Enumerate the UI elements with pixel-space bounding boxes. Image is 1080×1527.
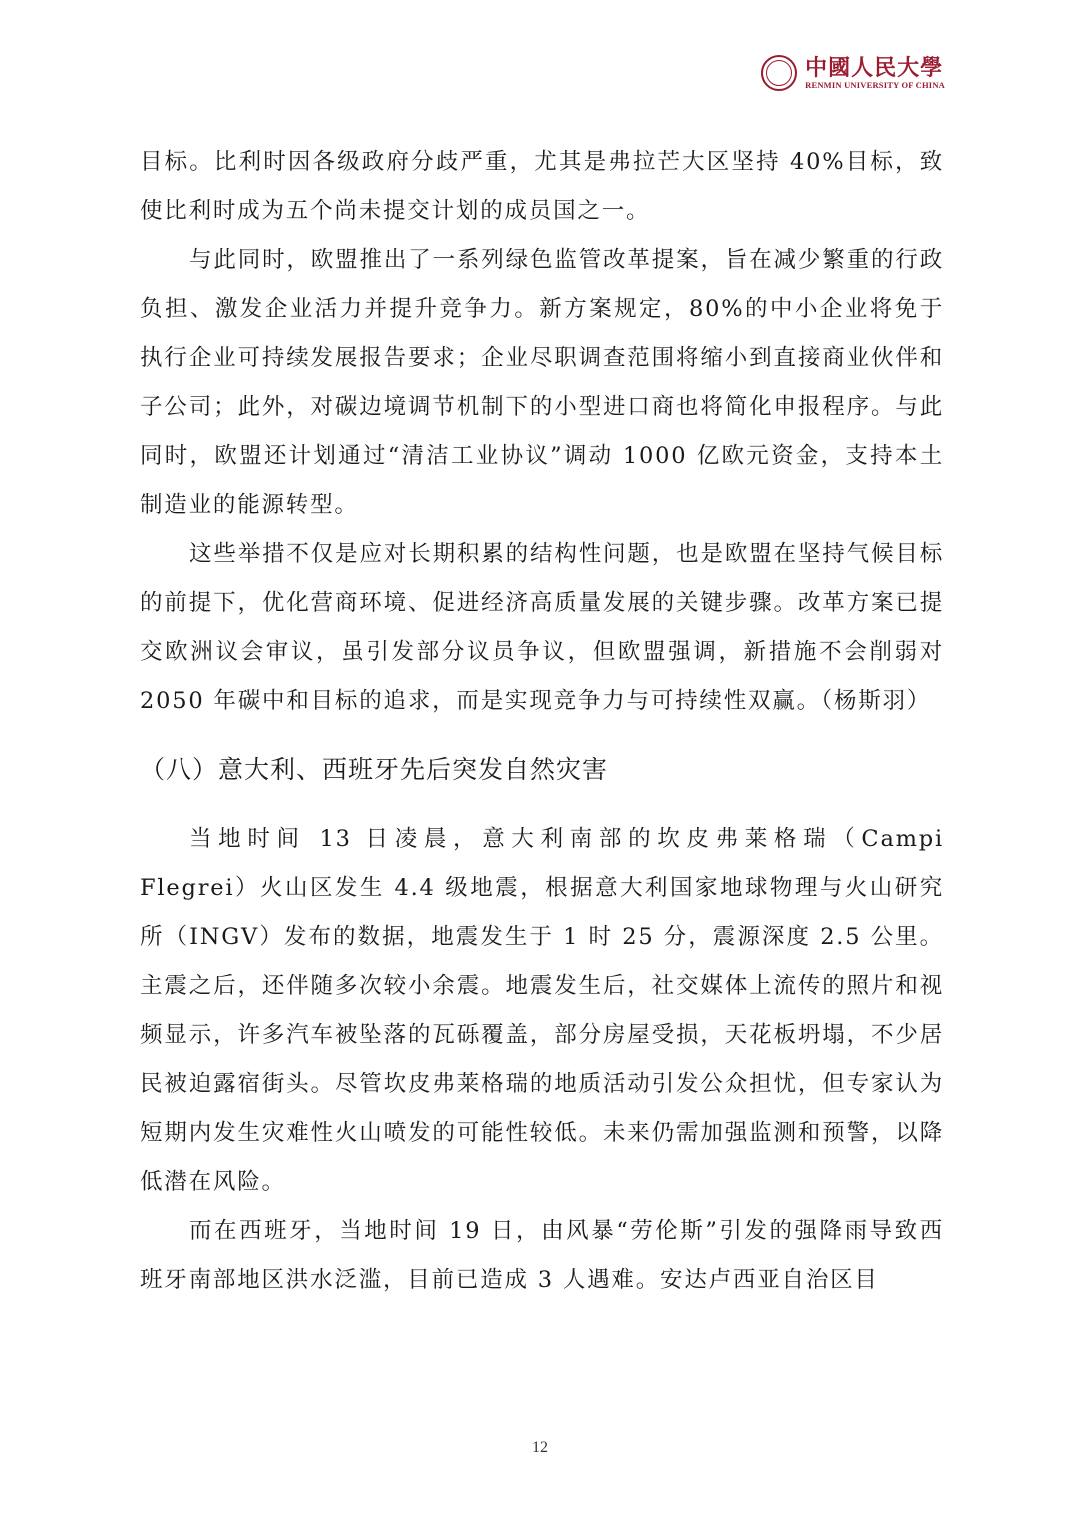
paragraph-continued: 目标。比利时因各级政府分歧严重，尤其是弗拉芒大区坚持 40%目标，致使比利时成为五个尚未提交计划的成员国之一。	[140, 149, 944, 224]
paragraph-eu-reform: 与此同时，欧盟推出了一系列绿色监管改革提案，旨在减少繁重的行政负担、激发企业活力并提升竞争力。新方案规定，80%的中小企业将免于执行企业可持续发展报告要求；企业尽职调查范围将缩小到直接商业伙伴和子公司；此外，对碳边境调节机制下的小型进口商也将简化申报程序。与此同时，欧盟还计划通过“清洁工业协议”调动 1000 亿欧元资金，支持本土制造业的能源转型。	[140, 247, 944, 518]
logo-english-name: RENMIN UNIVERSITY OF CHINA	[805, 79, 945, 90]
section-heading: （八）意大利、西班牙先后突发自然灾害	[140, 755, 609, 784]
logo-text	[805, 56, 945, 91]
university-seal-icon	[761, 55, 797, 91]
paragraph-eu-measures: 这些举措不仅是应对长期积累的结构性问题，也是欧盟在坚持气候目标的前提下，优化营商环境、促进经济高质量发展的关键步骤。改革方案已提交欧洲议会审议，虽引发部分议员争议，但欧盟强调，新措施不会削弱对 2050 年碳中和目标的追求，而是实现竞争力与可持续性双赢。（杨斯羽）	[140, 541, 944, 714]
paragraph-spain-flood: 而在西班牙，当地时间 19 日，由风暴“劳伦斯”引发的强降雨导致西班牙南部地区洪水泛滥，目前已造成 3 人遇难。安达卢西亚自治区目	[140, 1218, 944, 1293]
paragraph-italy-earthquake: 当地时间 13 日凌晨，意大利南部的坎皮弗莱格瑞（Campi Flegrei）火山区发生 4.4 级地震，根据意大利国家地球物理与火山研究所（INGV）发布的数据，地震发生于 1 时 25 分，震源深度 2.5 公里。主震之后，还伴随多次较小余震。地震发生后，社交媒体上流传的照片和视频显示，许多汽车被坠落的瓦砾覆盖，部分房屋受损，天花板坍塌，不少居民被迫露宿街头。尽管坎皮弗莱格瑞的地质活动引发公众担忧，但专家认为短期内发生灾难性火山喷发的可能性较低。未来仍需加强监测和预警，以降低潜在风险。	[140, 826, 944, 1195]
university-logo	[761, 55, 945, 91]
page-number: 12	[532, 1439, 548, 1456]
document-body	[140, 138, 944, 1305]
logo-chinese-name: 中國人民大學	[805, 54, 944, 81]
